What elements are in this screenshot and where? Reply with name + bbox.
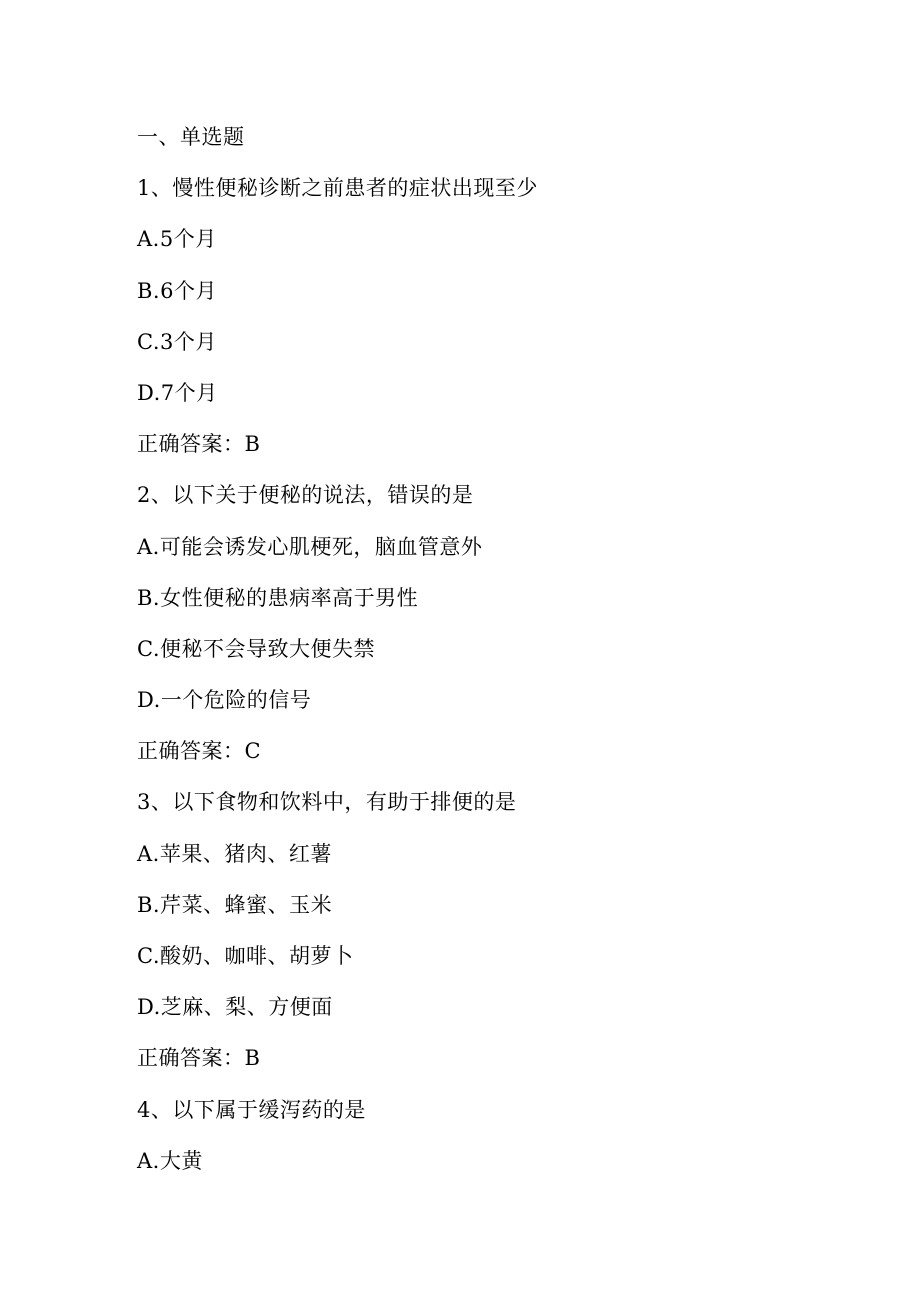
option-d: D.一个危险的信号	[137, 688, 312, 713]
option-a: A.可能会诱发心肌梗死，脑血管意外	[137, 534, 483, 559]
option-c: C.便秘不会导致大便失禁	[137, 636, 375, 661]
option-d: D.7个月	[137, 380, 218, 405]
question-stem: 2、以下关于便秘的说法，错误的是	[137, 483, 474, 508]
section-title: 一、单选题	[137, 125, 245, 149]
option-b: B.女性便秘的患病率高于男性	[137, 585, 419, 610]
question-stem: 4、以下属于缓泻药的是	[137, 1097, 366, 1122]
question-stem: 1、慢性便秘诊断之前患者的症状出现至少	[137, 176, 538, 201]
option-c: C.酸奶、咖啡、胡萝卜	[137, 944, 354, 968]
option-a: A.5个月	[137, 227, 217, 252]
correct-answer: 正确答案：C	[137, 739, 262, 764]
correct-answer: 正确答案：B	[137, 432, 261, 457]
option-a: A.大黄	[137, 1148, 203, 1173]
option-a: A.苹果、猪肉、红薯	[137, 841, 332, 866]
option-b: B.芹菜、蜂蜜、玉米	[137, 892, 333, 917]
option-d: D.芝麻、梨、方便面	[137, 995, 333, 1020]
option-b: B.6个月	[137, 278, 217, 303]
option-c: C.3个月	[137, 329, 217, 354]
document-content	[137, 118, 837, 1193]
question-stem: 3、以下食物和饮料中，有助于排便的是	[137, 790, 517, 815]
correct-answer: 正确答案：B	[137, 1046, 261, 1071]
